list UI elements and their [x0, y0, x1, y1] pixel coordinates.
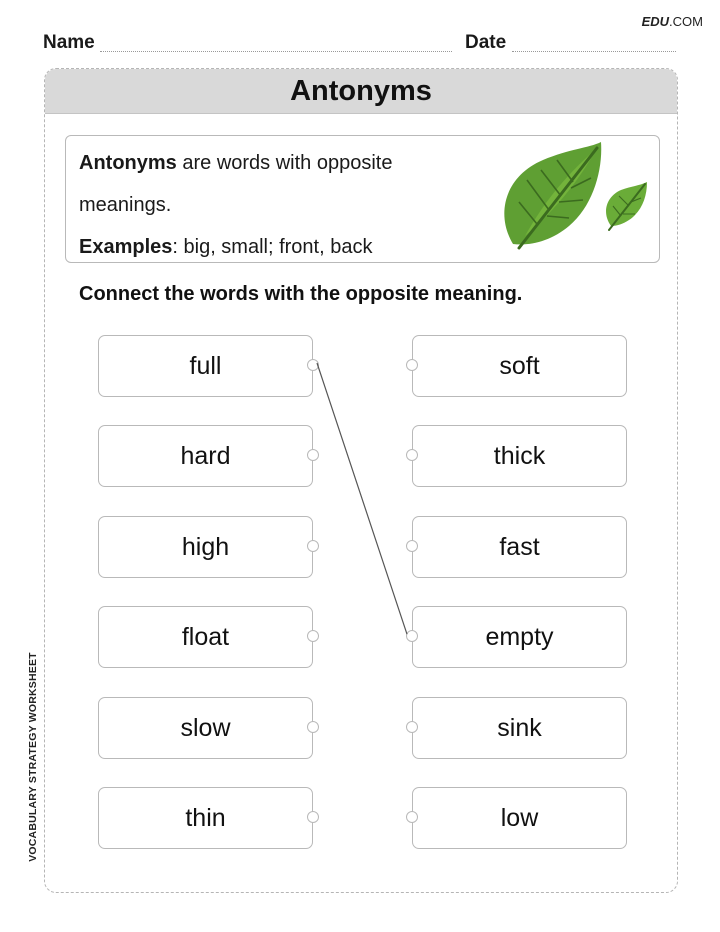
left-word-box-thin[interactable] [98, 787, 313, 849]
right-connector-dot[interactable] [406, 449, 418, 461]
left-connector-dot[interactable] [307, 721, 319, 733]
examples-text: Examples: big, small; front, back [79, 236, 373, 258]
right-word-label: low [500, 804, 539, 832]
right-word-label: soft [499, 352, 540, 380]
right-word-label: sink [497, 713, 542, 742]
right-connector-dot[interactable] [406, 811, 418, 823]
left-word-label: slow [180, 713, 231, 742]
right-word-box-sink[interactable] [412, 697, 627, 759]
left-word-label: hard [180, 442, 231, 471]
right-word-label: fast [499, 532, 540, 561]
right-word-box-soft[interactable] [412, 335, 627, 397]
date-line [512, 51, 676, 52]
right-word-label: thick [493, 442, 546, 471]
right-connector-dot[interactable] [406, 359, 418, 371]
left-connector-dot[interactable] [307, 811, 319, 823]
left-word-label: float [181, 623, 230, 652]
leaf-large-icon [504, 142, 601, 248]
right-word-box-fast[interactable] [412, 516, 627, 578]
left-word-box-high[interactable] [98, 516, 313, 578]
brand-logo: EDU.COM [641, 14, 703, 29]
examples-label: Examples [79, 236, 173, 258]
left-word-box-float[interactable] [98, 606, 313, 668]
left-word-label: full [189, 352, 222, 380]
left-connector-dot[interactable] [307, 540, 319, 552]
left-connector-dot[interactable] [307, 449, 319, 461]
left-word-box-full[interactable] [98, 335, 313, 397]
name-label: Name [43, 32, 95, 53]
right-connector-dot[interactable] [406, 540, 418, 552]
leaves-illustration [499, 140, 649, 258]
left-word-label: thin [185, 804, 226, 832]
right-word-box-empty[interactable] [412, 606, 627, 668]
left-word-label: high [181, 532, 230, 561]
name-line [100, 51, 452, 52]
definition-box [65, 135, 660, 263]
definition-term: Antonyms [79, 152, 177, 174]
leaf-small-icon [606, 182, 647, 230]
left-word-box-slow[interactable] [98, 697, 313, 759]
date-label: Date [465, 32, 507, 53]
left-connector-dot[interactable] [307, 630, 319, 642]
right-word-box-thick[interactable] [412, 425, 627, 487]
left-connector-dot[interactable] [307, 359, 319, 371]
definition-text: Antonyms are words with opposite meanings. [79, 152, 393, 216]
worksheet-card [44, 68, 678, 893]
left-word-box-hard[interactable] [98, 425, 313, 487]
instruction-text: Connect the words with the opposite meaning. [79, 283, 523, 305]
worksheet-type-label: VOCABULARY STRATEGY WORKSHEET [27, 652, 39, 862]
right-word-box-low[interactable] [412, 787, 627, 849]
right-word-label: empty [485, 623, 554, 652]
connection-line-full-empty [317, 363, 407, 634]
right-connector-dot[interactable] [406, 721, 418, 733]
page-title: Antonyms [45, 69, 677, 114]
right-connector-dot[interactable] [406, 630, 418, 642]
